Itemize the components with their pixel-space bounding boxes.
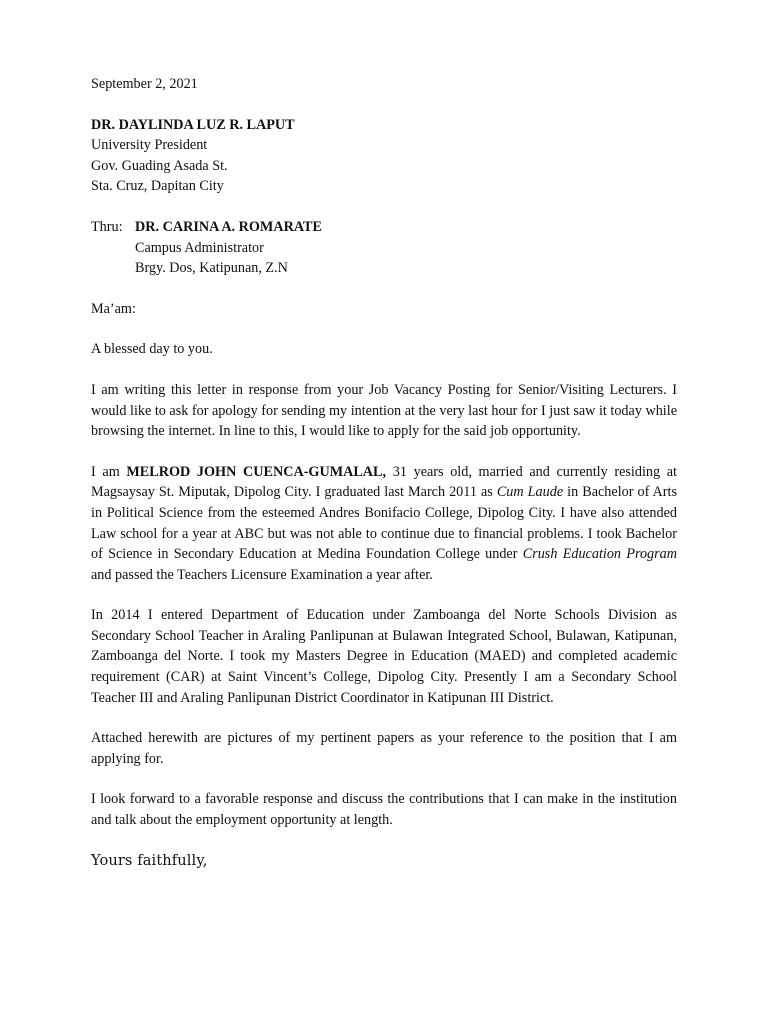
letter-date: September 2, 2021 [91, 76, 198, 92]
thru-location: Brgy. Dos, Katipunan, Z.N [135, 260, 288, 277]
paragraph-intro: I am writing this letter in response from your Job Vacancy Posting for Senior/Visiting Lecturers. I would like to ask for apology for sending my intention at the very last hour for I just saw it today while browsing the internet. In line to this, I would like to apply for the said job opportunity. [91, 381, 677, 440]
honor-text: Cum Laude [496, 484, 564, 501]
complimentary-close: Yours faithfully, [91, 851, 208, 869]
thru-label: Thru: [91, 218, 123, 235]
program-text: Crush Education Program [522, 546, 677, 563]
greeting: A blessed day to you. [91, 341, 213, 358]
recipient-street: Gov. Guading Asada St. [91, 157, 228, 174]
thru-block [91, 217, 677, 279]
para2-part2: in Bachelor of Arts in Political Science from the esteemed Andres Bonifacio College, Dipolog City. I have also attended Law school for a year at ABC but was not able to continue due to financial problems. I took Bachelor of Science in Secondary Education at Medina Foundation College under [91, 484, 677, 563]
para2-part1: 31 years old, married and currently residing at Magsaysay St. Miputak, Dipolog City. I graduated last March 2011 as [91, 463, 677, 501]
recipient-address [91, 115, 677, 197]
recipient-name: DR. DAYLINDA LUZ R. LAPUT [91, 116, 295, 133]
recipient-title: University President [91, 137, 208, 154]
thru-address [135, 217, 322, 279]
recipient-city: Sta. Cruz, Dapitan City [91, 178, 224, 195]
applicant-name: MELROD JOHN CUENCA-GUMALAL, [126, 463, 387, 480]
thru-title: Campus Administrator [135, 239, 264, 256]
para2-part3: and passed the Teachers Licensure Examination a year after. [91, 566, 433, 583]
para2-intro: I am [91, 463, 127, 480]
paragraph-background [91, 462, 677, 586]
paragraph-career: In 2014 I entered Department of Education under Zamboanga del Norte Schools Division as Secondary School Teacher in Araling Panlipunan at Bulawan Integrated School, Bulawan, Katipunan, Zamboanga del Norte. I took my Masters Degree in Education (MAED) and completed academic requirement (CAR) at Saint Vincent’s College, Dipolog City. Presently I am a Secondary School Teacher III and Araling Panlipunan District Coordinator in Katipunan III District. [91, 607, 677, 706]
letter-page [91, 74, 677, 871]
salutation: Ma’am: [91, 300, 136, 317]
paragraph-closing: I look forward to a favorable response and discuss the contributions that I can make in the institution and talk about the employment opportunity at length. [91, 791, 677, 829]
thru-name: DR. CARINA A. ROMARATE [135, 218, 322, 235]
paragraph-attachments: Attached herewith are pictures of my pertinent papers as your reference to the position that I am applying for. [91, 730, 677, 767]
